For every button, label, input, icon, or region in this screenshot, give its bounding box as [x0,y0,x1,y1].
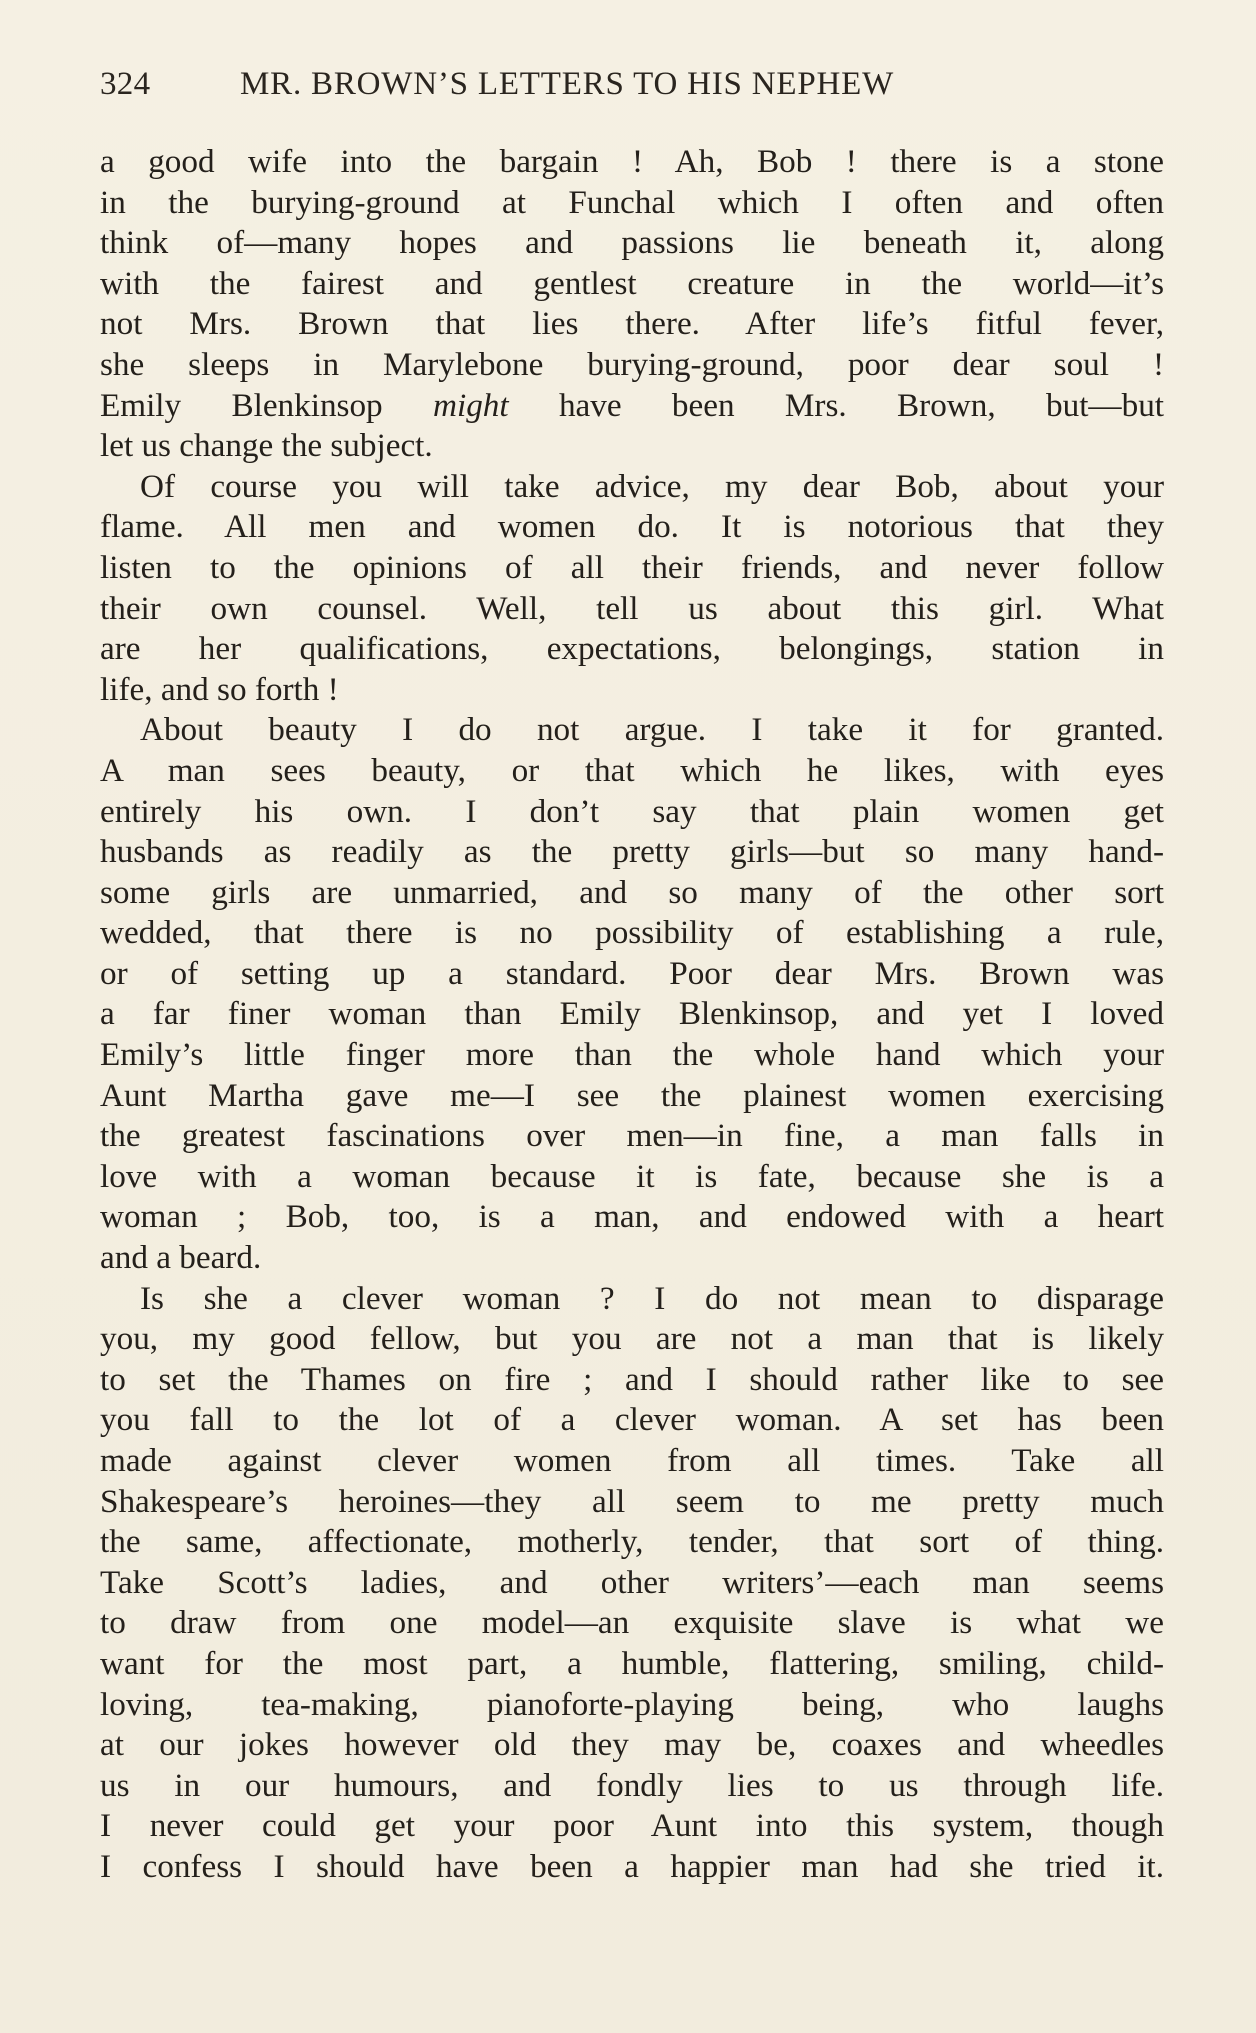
text-line: at our jokes however old they may be, coaxes and wheedles [100,1726,1164,1764]
text-line: listen to the opinions of all their friends, and never follow [100,548,1164,586]
text-line: to set the Thames on fire ; and I should rather like to see [100,1360,1164,1398]
text-line: their own counsel. Well, tell us about this girl. What [100,589,1164,627]
text-line: the greatest fascinations over men—in fine, a man falls in [100,1117,1164,1155]
text-line: with the fairest and gentlest creature in the world—it’s [100,264,1164,302]
text-line: and a beard. [100,1239,262,1277]
text-line: you, my good fellow, but you are not a man that is likely [100,1320,1164,1358]
text-segment: Emily Blenkinsop [100,386,433,424]
text-line: in the burying-ground at Funchal which I often and often [100,183,1164,221]
text-line: Aunt Martha gave me—I see the plainest women exercising [100,1076,1164,1114]
text-line: a good wife into the bargain ! Ah, Bob ! there is a stone [100,143,1164,180]
text-line: not Mrs. Brown that lies there. After life’s fitful fever, [100,305,1164,343]
italic-word: might [433,386,509,424]
text-line: life, and so forth ! [100,670,339,708]
text-line: Emily’s little finger more than the whole hand which your [100,1036,1164,1074]
text-line: the same, affectionate, motherly, tender, that sort of thing. [100,1523,1164,1561]
text-line: she sleeps in Marylebone burying-ground, poor dear soul ! [100,345,1164,383]
text-line: loving, tea-making, pianoforte-playing being, who laughs [100,1685,1164,1723]
text-line: let us change the subject. [100,427,433,465]
text-line: About beauty I do not argue. I take it for granted. [140,711,1164,749]
running-title: MR. BROWN’S LETTERS TO HIS NEPHEW [240,66,895,102]
text-line: made against clever women from all times. Take all [100,1442,1164,1479]
text-line: some girls are unmarried, and so many of the other sort [100,873,1164,911]
text-line: want for the most part, a humble, flattering, smiling, child- [100,1644,1164,1682]
text-line: husbands as readily as the pretty girls—but so many hand- [100,833,1164,871]
text-line: I confess I should have been a happier man had she tried it. [100,1847,1164,1885]
text-line [100,386,1164,427]
text-line: flame. All men and women do. It is notorious that they [100,508,1164,546]
text-line: I never could get your poor Aunt into this system, though [100,1807,1164,1845]
text-line: Shakespeare’s heroines—they all seem to me pretty much [100,1482,1164,1520]
running-head [100,66,1160,116]
text-line: Is she a clever woman ? I do not mean to disparage [140,1279,1164,1317]
text-line: wedded, that there is no possibility of establishing a rule, [100,914,1164,952]
text-line: love with a woman because it is fate, because she is a [100,1157,1164,1195]
text-line: think of—many hopes and passions lie beneath it, along [100,224,1164,262]
text-line: woman ; Bob, too, is a man, and endowed with a heart [100,1198,1164,1236]
text-line: Take Scott’s ladies, and other writers’—each man seems [100,1563,1164,1601]
text-line: Of course you will take advice, my dear Bob, about your [140,467,1164,505]
text-line: A man sees beauty, or that which he likes, with eyes [100,751,1164,789]
text-segment: have been Mrs. Brown, but—but [508,386,1165,424]
text-line: to draw from one model—an exquisite slave is what we [100,1604,1164,1642]
text-line: you fall to the lot of a clever woman. A set has been [100,1401,1164,1439]
text-line: a far finer woman than Emily Blenkinsop, and yet I loved [100,995,1164,1033]
page-number: 324 [100,66,151,102]
text-line: entirely his own. I don’t say that plain women get [100,792,1164,830]
text-line: are her qualifications, expectations, belongings, station in [100,630,1164,668]
text-line: us in our humours, and fondly lies to us through life. [100,1766,1164,1804]
body-text [100,142,1164,1888]
text-line: or of setting up a standard. Poor dear Mrs. Brown was [100,954,1164,992]
